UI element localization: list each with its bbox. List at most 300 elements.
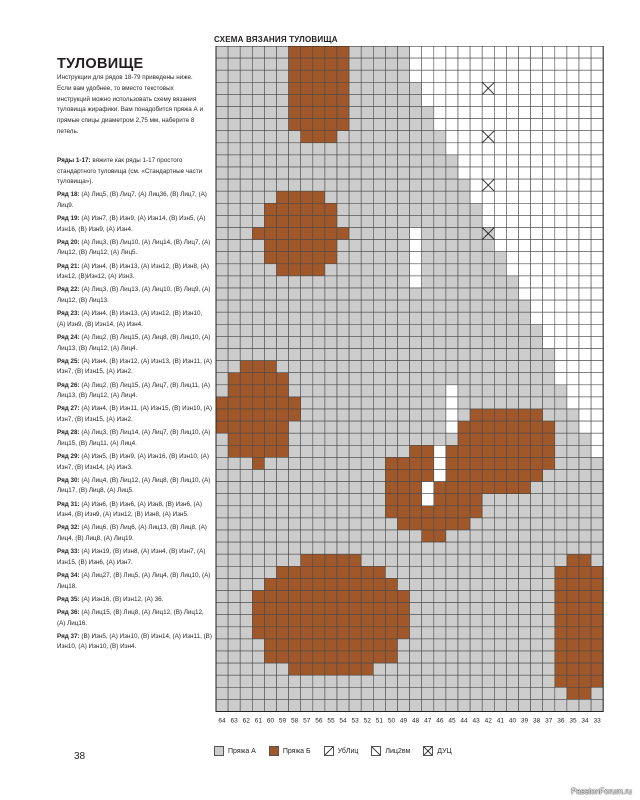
stitch-yarn-a bbox=[361, 324, 373, 336]
stitch-yarn-a bbox=[216, 566, 228, 578]
stitch-yarn-a bbox=[289, 324, 301, 336]
stitch-yarn-a bbox=[398, 252, 410, 264]
stitch-yarn-a bbox=[422, 119, 434, 131]
stitch-yarn-b bbox=[398, 482, 410, 494]
stitch-yarn-a bbox=[349, 70, 361, 82]
stitch-yarn-a bbox=[422, 663, 434, 675]
stitch-empty bbox=[506, 119, 518, 131]
stitch-yarn-b bbox=[506, 482, 518, 494]
stitch-yarn-a bbox=[361, 70, 373, 82]
stitch-yarn-b bbox=[337, 651, 349, 663]
stitch-yarn-a bbox=[361, 94, 373, 106]
stitch-yarn-a bbox=[398, 107, 410, 119]
stitch-yarn-b bbox=[240, 397, 252, 409]
stitch-yarn-a bbox=[385, 530, 397, 542]
stitch-yarn-a bbox=[361, 107, 373, 119]
stitch-yarn-a bbox=[531, 397, 543, 409]
stitch-empty bbox=[567, 300, 579, 312]
stitch-yarn-a bbox=[410, 385, 422, 397]
stitch-yarn-a bbox=[434, 409, 446, 421]
stitch-yarn-a bbox=[264, 264, 276, 276]
stitch-yarn-a bbox=[240, 82, 252, 94]
stitch-yarn-a bbox=[228, 143, 240, 155]
stitch-yarn-b bbox=[240, 361, 252, 373]
stitch-empty bbox=[579, 143, 591, 155]
stitch-yarn-b bbox=[337, 107, 349, 119]
stitch-empty bbox=[567, 397, 579, 409]
stitch-yarn-a bbox=[543, 699, 555, 711]
stitch-yarn-a bbox=[325, 167, 337, 179]
stitch-yarn-a bbox=[543, 349, 555, 361]
stitch-yarn-a bbox=[277, 336, 289, 348]
stitch-yarn-a bbox=[519, 578, 531, 590]
stitch-yarn-b bbox=[555, 639, 567, 651]
stitch-yarn-a bbox=[398, 361, 410, 373]
stitch-empty bbox=[567, 252, 579, 264]
row-label: Ряд 22: bbox=[57, 286, 80, 294]
stitch-yarn-a bbox=[567, 409, 579, 421]
stitch-empty bbox=[567, 191, 579, 203]
stitch-yarn-a bbox=[422, 107, 434, 119]
stitch-empty bbox=[519, 46, 531, 58]
stitch-yarn-a bbox=[422, 687, 434, 699]
stitch-yarn-a bbox=[579, 542, 591, 554]
stitch-yarn-b bbox=[385, 578, 397, 590]
stitch-yarn-a bbox=[373, 300, 385, 312]
stitch-yarn-b bbox=[555, 663, 567, 675]
stitch-yarn-a bbox=[446, 542, 458, 554]
stitch-yarn-a bbox=[349, 288, 361, 300]
stitch-yarn-b bbox=[494, 409, 506, 421]
stitch-yarn-b bbox=[458, 433, 470, 445]
stitch-empty bbox=[567, 373, 579, 385]
stitch-yarn-a bbox=[446, 615, 458, 627]
stitch-empty bbox=[434, 82, 446, 94]
stitch-empty bbox=[543, 107, 555, 119]
stitch-yarn-a bbox=[422, 336, 434, 348]
stitch-empty bbox=[543, 324, 555, 336]
stitch-yarn-a bbox=[555, 687, 567, 699]
stitch-yarn-b bbox=[349, 603, 361, 615]
stitch-yarn-b bbox=[301, 566, 313, 578]
stitch-yarn-a bbox=[531, 627, 543, 639]
stitch-yarn-a bbox=[531, 615, 543, 627]
stitch-yarn-a bbox=[301, 385, 313, 397]
stitch-yarn-a bbox=[506, 639, 518, 651]
stitch-yarn-a bbox=[277, 70, 289, 82]
stitch-yarn-a bbox=[506, 300, 518, 312]
stitch-yarn-a bbox=[264, 470, 276, 482]
stitch-yarn-a bbox=[264, 288, 276, 300]
stitch-yarn-a bbox=[519, 699, 531, 711]
stitch-yarn-a bbox=[264, 494, 276, 506]
stitch-yarn-a bbox=[240, 530, 252, 542]
stitch-yarn-a bbox=[240, 627, 252, 639]
stitch-yarn-a bbox=[289, 433, 301, 445]
stitch-empty bbox=[567, 70, 579, 82]
stitch-yarn-a bbox=[385, 119, 397, 131]
stitch-yarn-b bbox=[361, 615, 373, 627]
stitch-yarn-b bbox=[325, 639, 337, 651]
stitch-yarn-a bbox=[325, 300, 337, 312]
stitch-yarn-b bbox=[289, 591, 301, 603]
stitch-yarn-b bbox=[373, 639, 385, 651]
stitch-empty bbox=[458, 70, 470, 82]
stitch-yarn-b bbox=[567, 627, 579, 639]
stitch-yarn-b bbox=[349, 578, 361, 590]
stitch-yarn-a bbox=[361, 554, 373, 566]
stitch-yarn-a bbox=[567, 494, 579, 506]
stitch-yarn-b bbox=[373, 603, 385, 615]
stitch-yarn-a bbox=[301, 675, 313, 687]
stitch-empty bbox=[506, 155, 518, 167]
stitch-empty bbox=[591, 361, 603, 373]
stitch-yarn-a bbox=[252, 82, 264, 94]
stitch-yarn-a bbox=[216, 699, 228, 711]
stitch-yarn-a bbox=[313, 421, 325, 433]
stitch-yarn-a bbox=[301, 143, 313, 155]
stitch-yarn-b bbox=[289, 252, 301, 264]
stitch-empty bbox=[531, 155, 543, 167]
stitch-empty bbox=[519, 228, 531, 240]
stitch-yarn-a bbox=[398, 228, 410, 240]
stitch-yarn-a bbox=[361, 397, 373, 409]
stitch-yarn-a bbox=[519, 324, 531, 336]
stitch-yarn-a bbox=[228, 615, 240, 627]
stitch-yarn-b bbox=[313, 603, 325, 615]
stitch-yarn-a bbox=[579, 530, 591, 542]
stitch-yarn-b bbox=[373, 591, 385, 603]
stitch-yarn-b bbox=[301, 252, 313, 264]
stitch-yarn-b bbox=[337, 82, 349, 94]
stitch-yarn-a bbox=[385, 82, 397, 94]
stitch-empty bbox=[531, 131, 543, 143]
stitch-yarn-a bbox=[252, 324, 264, 336]
stitch-yarn-a bbox=[361, 167, 373, 179]
stitch-yarn-a bbox=[361, 46, 373, 58]
stitch-empty bbox=[555, 143, 567, 155]
stitch-yarn-a bbox=[361, 288, 373, 300]
stitch-yarn-b bbox=[555, 603, 567, 615]
stitch-empty bbox=[422, 94, 434, 106]
row-text: (А) Изн19, (В) Изн8, (А) Изн4, (В) Изн7, (А) Изн15, (В) Изн6, (А) Изн7. bbox=[57, 548, 206, 566]
stitch-yarn-a bbox=[579, 699, 591, 711]
legend-label: УбЛиц bbox=[337, 747, 359, 755]
stitch-yarn-a bbox=[252, 506, 264, 518]
stitch-yarn-a bbox=[555, 409, 567, 421]
stitch-yarn-a bbox=[410, 591, 422, 603]
stitch-yarn-a bbox=[531, 361, 543, 373]
stitch-empty bbox=[506, 131, 518, 143]
stitch-yarn-a bbox=[313, 409, 325, 421]
stitch-yarn-a bbox=[434, 143, 446, 155]
stitch-yarn-a bbox=[252, 675, 264, 687]
stitch-yarn-b bbox=[458, 421, 470, 433]
row-instruction bbox=[57, 238, 212, 259]
column-number: 46 bbox=[436, 717, 444, 725]
stitch-yarn-a bbox=[446, 663, 458, 675]
stitch-yarn-a bbox=[555, 385, 567, 397]
stitch-yarn-a bbox=[506, 494, 518, 506]
stitch-yarn-a bbox=[506, 591, 518, 603]
stitch-yarn-a bbox=[264, 300, 276, 312]
stitch-yarn-a bbox=[277, 131, 289, 143]
row-label: Ряд 23: bbox=[57, 310, 80, 318]
stitch-yarn-a bbox=[385, 179, 397, 191]
stitch-yarn-a bbox=[591, 687, 603, 699]
stitch-yarn-a bbox=[398, 324, 410, 336]
stitch-yarn-b bbox=[313, 639, 325, 651]
stitch-yarn-a bbox=[543, 578, 555, 590]
stitch-yarn-a bbox=[373, 94, 385, 106]
stitch-yarn-b bbox=[349, 627, 361, 639]
stitch-empty bbox=[446, 70, 458, 82]
stitch-yarn-b bbox=[289, 215, 301, 227]
stitch-yarn-a bbox=[301, 276, 313, 288]
stitch-yarn-b bbox=[373, 566, 385, 578]
stitch-yarn-a bbox=[337, 482, 349, 494]
stitch-yarn-a bbox=[240, 675, 252, 687]
column-number: 38 bbox=[533, 717, 541, 725]
stitch-yarn-b bbox=[531, 433, 543, 445]
stitch-yarn-a bbox=[361, 699, 373, 711]
stitch-empty bbox=[506, 252, 518, 264]
stitch-yarn-a bbox=[349, 336, 361, 348]
row-label: Ряд 33: bbox=[57, 548, 80, 556]
stitch-yarn-b bbox=[543, 421, 555, 433]
stitch-yarn-b bbox=[264, 651, 276, 663]
stitch-empty bbox=[470, 107, 482, 119]
stitch-yarn-a bbox=[422, 215, 434, 227]
stitch-yarn-a bbox=[410, 179, 422, 191]
stitch-yarn-a bbox=[264, 687, 276, 699]
stitch-empty bbox=[506, 46, 518, 58]
stitch-yarn-b bbox=[506, 409, 518, 421]
stitch-yarn-a bbox=[519, 554, 531, 566]
stitch-yarn-a bbox=[313, 397, 325, 409]
stitch-yarn-a bbox=[228, 639, 240, 651]
stitch-yarn-a bbox=[494, 349, 506, 361]
stitch-yarn-b bbox=[228, 433, 240, 445]
stitch-yarn-a bbox=[361, 542, 373, 554]
stitch-yarn-a bbox=[531, 349, 543, 361]
stitch-yarn-a bbox=[458, 336, 470, 348]
stitch-yarn-a bbox=[313, 433, 325, 445]
stitch-empty bbox=[470, 155, 482, 167]
stitch-empty bbox=[555, 264, 567, 276]
legend-item bbox=[324, 746, 359, 756]
stitch-yarn-a bbox=[422, 433, 434, 445]
stitch-yarn-a bbox=[349, 421, 361, 433]
stitch-yarn-a bbox=[410, 107, 422, 119]
stitch-yarn-a bbox=[264, 167, 276, 179]
stitch-yarn-a bbox=[252, 240, 264, 252]
row-label: Ряд 25: bbox=[57, 357, 80, 365]
stitch-yarn-a bbox=[482, 361, 494, 373]
stitch-yarn-a bbox=[240, 312, 252, 324]
stitch-yarn-a bbox=[216, 603, 228, 615]
stitch-yarn-a bbox=[277, 143, 289, 155]
stitch-empty bbox=[579, 385, 591, 397]
stitch-yarn-a bbox=[289, 312, 301, 324]
stitch-yarn-a bbox=[398, 397, 410, 409]
stitch-yarn-b bbox=[470, 421, 482, 433]
stitch-empty bbox=[470, 119, 482, 131]
stitch-yarn-b bbox=[470, 433, 482, 445]
stitch-yarn-a bbox=[337, 288, 349, 300]
stitch-empty bbox=[434, 94, 446, 106]
stitch-yarn-a bbox=[325, 143, 337, 155]
stitch-yarn-b bbox=[277, 566, 289, 578]
stitch-yarn-b bbox=[337, 663, 349, 675]
stitch-yarn-a bbox=[446, 300, 458, 312]
stitch-yarn-a bbox=[337, 276, 349, 288]
stitch-yarn-a bbox=[422, 155, 434, 167]
stitch-yarn-a bbox=[264, 94, 276, 106]
stitch-empty bbox=[458, 46, 470, 58]
stitch-empty bbox=[543, 167, 555, 179]
stitch-yarn-a bbox=[216, 506, 228, 518]
stitch-yarn-a bbox=[482, 639, 494, 651]
stitch-empty bbox=[422, 46, 434, 58]
stitch-yarn-a bbox=[325, 687, 337, 699]
stitch-yarn-a bbox=[252, 155, 264, 167]
stitch-yarn-a bbox=[349, 58, 361, 70]
stitch-yarn-a bbox=[482, 699, 494, 711]
stitch-yarn-a bbox=[410, 627, 422, 639]
stitch-yarn-b bbox=[410, 518, 422, 530]
stitch-yarn-a bbox=[506, 349, 518, 361]
stitch-empty bbox=[543, 264, 555, 276]
stitch-yarn-a bbox=[494, 687, 506, 699]
stitch-empty bbox=[531, 179, 543, 191]
stitch-yarn-a bbox=[228, 94, 240, 106]
stitch-empty bbox=[458, 58, 470, 70]
stitch-yarn-b bbox=[337, 627, 349, 639]
stitch-yarn-a bbox=[519, 566, 531, 578]
stitch-yarn-a bbox=[361, 336, 373, 348]
stitch-yarn-b bbox=[373, 578, 385, 590]
legend-swatch-yarn-a bbox=[214, 746, 224, 756]
row-text: (А) Изн5, (В) Изн9, (А) Изн16, (В) Изн10, (А) Изн7, (В) Изн14, (А) Изн3. bbox=[57, 453, 209, 471]
stitch-yarn-a bbox=[531, 651, 543, 663]
stitch-empty bbox=[410, 252, 422, 264]
stitch-yarn-a bbox=[252, 300, 264, 312]
stitch-yarn-a bbox=[470, 228, 482, 240]
stitch-yarn-a bbox=[434, 312, 446, 324]
stitch-yarn-a bbox=[349, 119, 361, 131]
stitch-yarn-a bbox=[240, 58, 252, 70]
stitch-yarn-a bbox=[373, 167, 385, 179]
stitch-yarn-a bbox=[543, 494, 555, 506]
stitch-yarn-a bbox=[567, 457, 579, 469]
stitch-empty bbox=[422, 58, 434, 70]
stitch-yarn-a bbox=[277, 167, 289, 179]
stitch-empty bbox=[591, 70, 603, 82]
stitch-yarn-b bbox=[289, 58, 301, 70]
stitch-empty bbox=[579, 240, 591, 252]
stitch-yarn-a bbox=[216, 687, 228, 699]
stitch-yarn-a bbox=[494, 578, 506, 590]
stitch-yarn-a bbox=[434, 288, 446, 300]
stitch-yarn-a bbox=[349, 542, 361, 554]
stitch-yarn-a bbox=[325, 421, 337, 433]
stitch-yarn-a bbox=[543, 687, 555, 699]
stitch-empty bbox=[591, 397, 603, 409]
stitch-yarn-b bbox=[519, 409, 531, 421]
stitch-yarn-a bbox=[325, 409, 337, 421]
stitch-yarn-a bbox=[422, 276, 434, 288]
stitch-yarn-a bbox=[228, 312, 240, 324]
stitch-empty bbox=[579, 203, 591, 215]
stitch-empty bbox=[579, 373, 591, 385]
stitch-empty bbox=[446, 82, 458, 94]
stitch-yarn-a bbox=[277, 312, 289, 324]
stitch-yarn-a bbox=[313, 518, 325, 530]
stitch-yarn-a bbox=[264, 58, 276, 70]
stitch-empty bbox=[531, 167, 543, 179]
stitch-yarn-b bbox=[228, 421, 240, 433]
stitch-empty bbox=[506, 58, 518, 70]
stitch-yarn-a bbox=[373, 373, 385, 385]
stitch-yarn-a bbox=[228, 155, 240, 167]
stitch-yarn-b bbox=[373, 627, 385, 639]
stitch-yarn-a bbox=[361, 361, 373, 373]
stitch-yarn-a bbox=[434, 566, 446, 578]
stitch-yarn-b bbox=[313, 591, 325, 603]
stitch-yarn-a bbox=[216, 482, 228, 494]
stitch-yarn-b bbox=[519, 445, 531, 457]
stitch-yarn-a bbox=[531, 373, 543, 385]
stitch-empty bbox=[555, 94, 567, 106]
stitch-yarn-a bbox=[240, 143, 252, 155]
stitch-yarn-a bbox=[458, 240, 470, 252]
stitch-yarn-a bbox=[373, 240, 385, 252]
stitch-yarn-a bbox=[434, 615, 446, 627]
stitch-yarn-a bbox=[410, 566, 422, 578]
stitch-yarn-a bbox=[494, 361, 506, 373]
stitch-yarn-b bbox=[506, 470, 518, 482]
stitch-empty bbox=[519, 82, 531, 94]
stitch-empty bbox=[470, 70, 482, 82]
stitch-empty bbox=[519, 119, 531, 131]
stitch-yarn-a bbox=[398, 264, 410, 276]
stitch-yarn-a bbox=[373, 542, 385, 554]
stitch-yarn-a bbox=[349, 252, 361, 264]
stitch-yarn-b bbox=[349, 591, 361, 603]
stitch-empty bbox=[555, 324, 567, 336]
stitch-yarn-b bbox=[313, 46, 325, 58]
stitch-yarn-a bbox=[543, 530, 555, 542]
stitch-yarn-b bbox=[337, 58, 349, 70]
stitch-empty bbox=[579, 215, 591, 227]
stitch-yarn-a bbox=[373, 663, 385, 675]
stitch-yarn-a bbox=[470, 591, 482, 603]
stitch-yarn-b bbox=[325, 615, 337, 627]
stitch-yarn-a bbox=[313, 336, 325, 348]
stitch-yarn-a bbox=[434, 349, 446, 361]
stitch-yarn-a bbox=[470, 361, 482, 373]
stitch-yarn-b bbox=[277, 615, 289, 627]
stitch-empty bbox=[579, 336, 591, 348]
column-number: 48 bbox=[412, 717, 420, 725]
stitch-yarn-a bbox=[482, 603, 494, 615]
stitch-yarn-a bbox=[240, 603, 252, 615]
stitch-yarn-a bbox=[422, 566, 434, 578]
stitch-yarn-a bbox=[361, 421, 373, 433]
stitch-yarn-a bbox=[240, 494, 252, 506]
stitch-yarn-a bbox=[422, 591, 434, 603]
